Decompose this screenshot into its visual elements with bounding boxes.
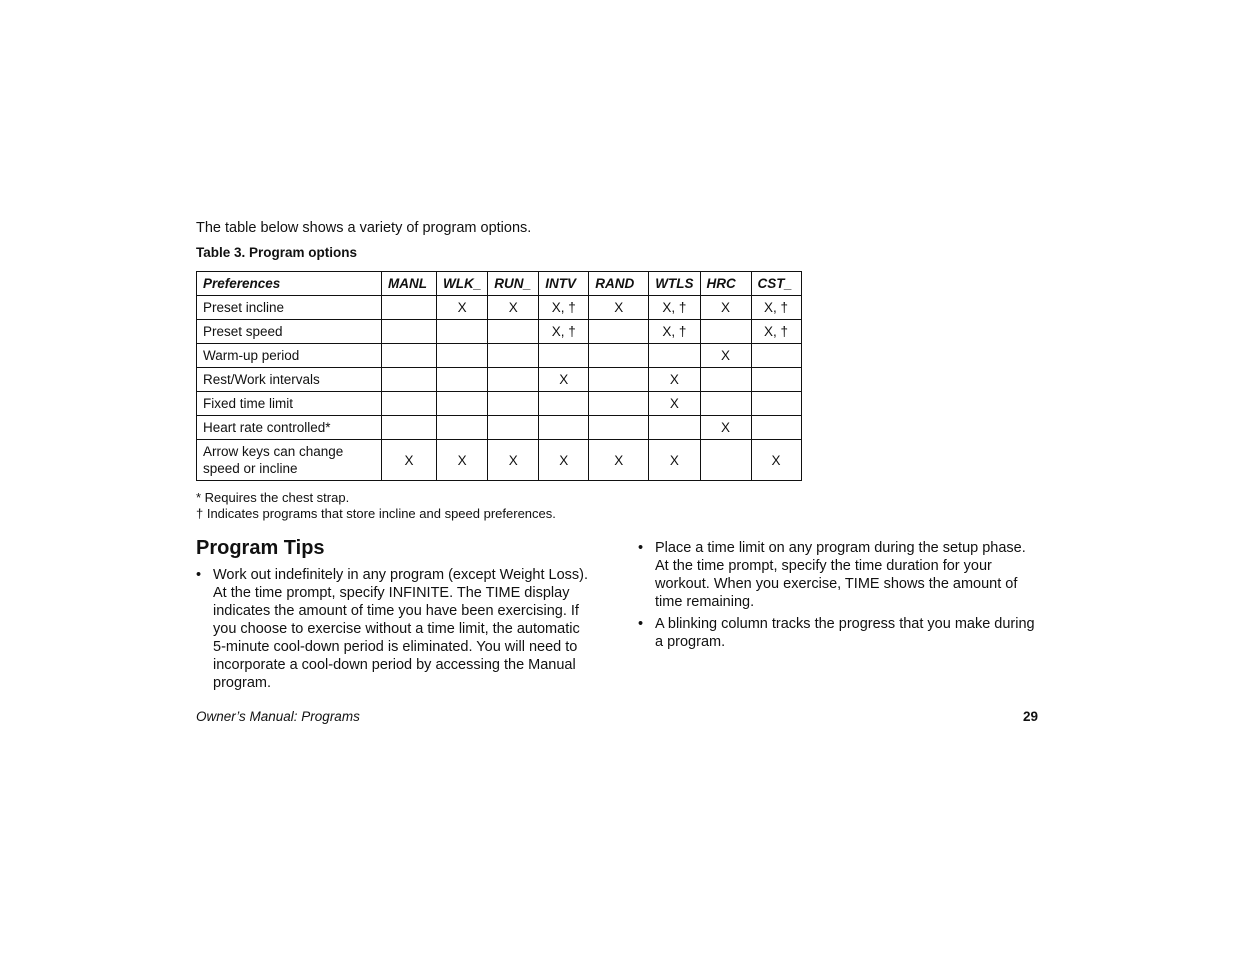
table-cell: [589, 368, 649, 392]
table-cell: [539, 344, 589, 368]
table-cell: X: [589, 296, 649, 320]
row-label: Preset speed: [197, 320, 382, 344]
intro-text: The table below shows a variety of program options.: [196, 220, 532, 236]
table-cell: [488, 392, 539, 416]
table-cell: [382, 296, 437, 320]
column-header: WTLS: [649, 272, 700, 296]
column-header: INTV: [539, 272, 589, 296]
table-cell: [751, 392, 801, 416]
tip-text: A blinking column tracks the progress that you make during a program.: [655, 616, 1035, 650]
table-cell: X: [649, 368, 700, 392]
table-cell: X: [488, 440, 539, 481]
column-header: WLK_: [437, 272, 488, 296]
table-cell: [751, 416, 801, 440]
table-cell: [488, 416, 539, 440]
page-number: 29: [1022, 709, 1038, 724]
column-header: HRC: [700, 272, 751, 296]
table-cell: [539, 392, 589, 416]
table-cell: X: [649, 392, 700, 416]
table-cell: X: [700, 344, 751, 368]
row-label: Preset incline: [197, 296, 382, 320]
tips-list-left: [196, 566, 596, 696]
row-label: Heart rate controlled*: [197, 416, 382, 440]
program-options-table: [196, 271, 802, 481]
bullet-icon: •: [638, 616, 644, 632]
table-row: [197, 320, 802, 344]
table-cell: [589, 392, 649, 416]
table-cell: [589, 416, 649, 440]
table-cell: [488, 368, 539, 392]
footnote-asterisk: * Requires the chest strap.: [196, 490, 350, 505]
table-cell: [700, 320, 751, 344]
table-header-row: [197, 272, 802, 296]
table-cell: X, †: [539, 320, 589, 344]
table-cell: [437, 392, 488, 416]
table-cell: [700, 368, 751, 392]
footnote-dagger: † Indicates programs that store incline and speed preferences.: [196, 506, 556, 521]
column-header: Preferences: [197, 272, 382, 296]
table-cell: [488, 344, 539, 368]
row-label: Fixed time limit: [197, 392, 382, 416]
table-caption: Table 3. Program options: [196, 245, 358, 260]
row-label: Warm-up period: [197, 344, 382, 368]
table-cell: X: [382, 440, 437, 481]
table-row: [197, 416, 802, 440]
table-row: [197, 392, 802, 416]
column-header: CST_: [751, 272, 801, 296]
table-cell: [437, 368, 488, 392]
list-item: [638, 615, 1038, 651]
table-cell: [437, 320, 488, 344]
table-cell: X: [751, 440, 801, 481]
table-row: [197, 296, 802, 320]
bullet-icon: •: [196, 567, 202, 583]
table-row: [197, 440, 802, 481]
table-cell: X, †: [751, 320, 801, 344]
row-label: Arrow keys can change speed or incline: [197, 440, 382, 481]
column-header: RAND: [589, 272, 649, 296]
table-cell: X: [488, 296, 539, 320]
table-cell: X: [437, 296, 488, 320]
table-cell: X: [539, 368, 589, 392]
table-cell: X: [700, 416, 751, 440]
row-label: Rest/Work intervals: [197, 368, 382, 392]
table-cell: [649, 416, 700, 440]
table-cell: [700, 440, 751, 481]
table-cell: [649, 344, 700, 368]
table-cell: [437, 344, 488, 368]
table-cell: X: [649, 440, 700, 481]
list-item: [196, 566, 596, 692]
table-row: [197, 344, 802, 368]
table-cell: [437, 416, 488, 440]
tip-text: Place a time limit on any program during the setup phase. At the time prompt, specify the time duration for your workout. When you exercise, TIME shows the amount of time remaining.: [655, 540, 1026, 610]
table-cell: X: [539, 440, 589, 481]
tips-list-right: [638, 539, 1038, 655]
table-cell: [382, 320, 437, 344]
table-cell: [382, 416, 437, 440]
table-cell: [589, 344, 649, 368]
table-cell: X, †: [649, 320, 700, 344]
section-title: Program Tips: [196, 537, 325, 559]
table-cell: X, †: [649, 296, 700, 320]
table-cell: [488, 320, 539, 344]
table-cell: [382, 344, 437, 368]
table-cell: X, †: [751, 296, 801, 320]
table-cell: [589, 320, 649, 344]
table-footnotes: [196, 490, 556, 522]
table-cell: [539, 416, 589, 440]
list-item: [638, 539, 1038, 611]
table-cell: X: [589, 440, 649, 481]
table-row: [197, 368, 802, 392]
table-cell: X, †: [539, 296, 589, 320]
column-header: MANL: [382, 272, 437, 296]
bullet-icon: •: [638, 540, 644, 556]
table-cell: X: [437, 440, 488, 481]
table-cell: [700, 392, 751, 416]
table-cell: [751, 368, 801, 392]
footer-title: Owner’s Manual: Programs: [196, 709, 360, 724]
table-cell: X: [700, 296, 751, 320]
column-header: RUN_: [488, 272, 539, 296]
table-cell: [382, 392, 437, 416]
table-cell: [751, 344, 801, 368]
tip-text: Work out indefinitely in any program (except Weight Loss). At the time prompt, specify INFINITE. The TIME display indicates the amount of time you have been exercising. If you choose to exercise without a time limit, the automatic 5-minute cool-down period is eliminated. You will need to incorporate a cool-down period by accessing the Manual program.: [213, 567, 589, 691]
table-cell: [382, 368, 437, 392]
